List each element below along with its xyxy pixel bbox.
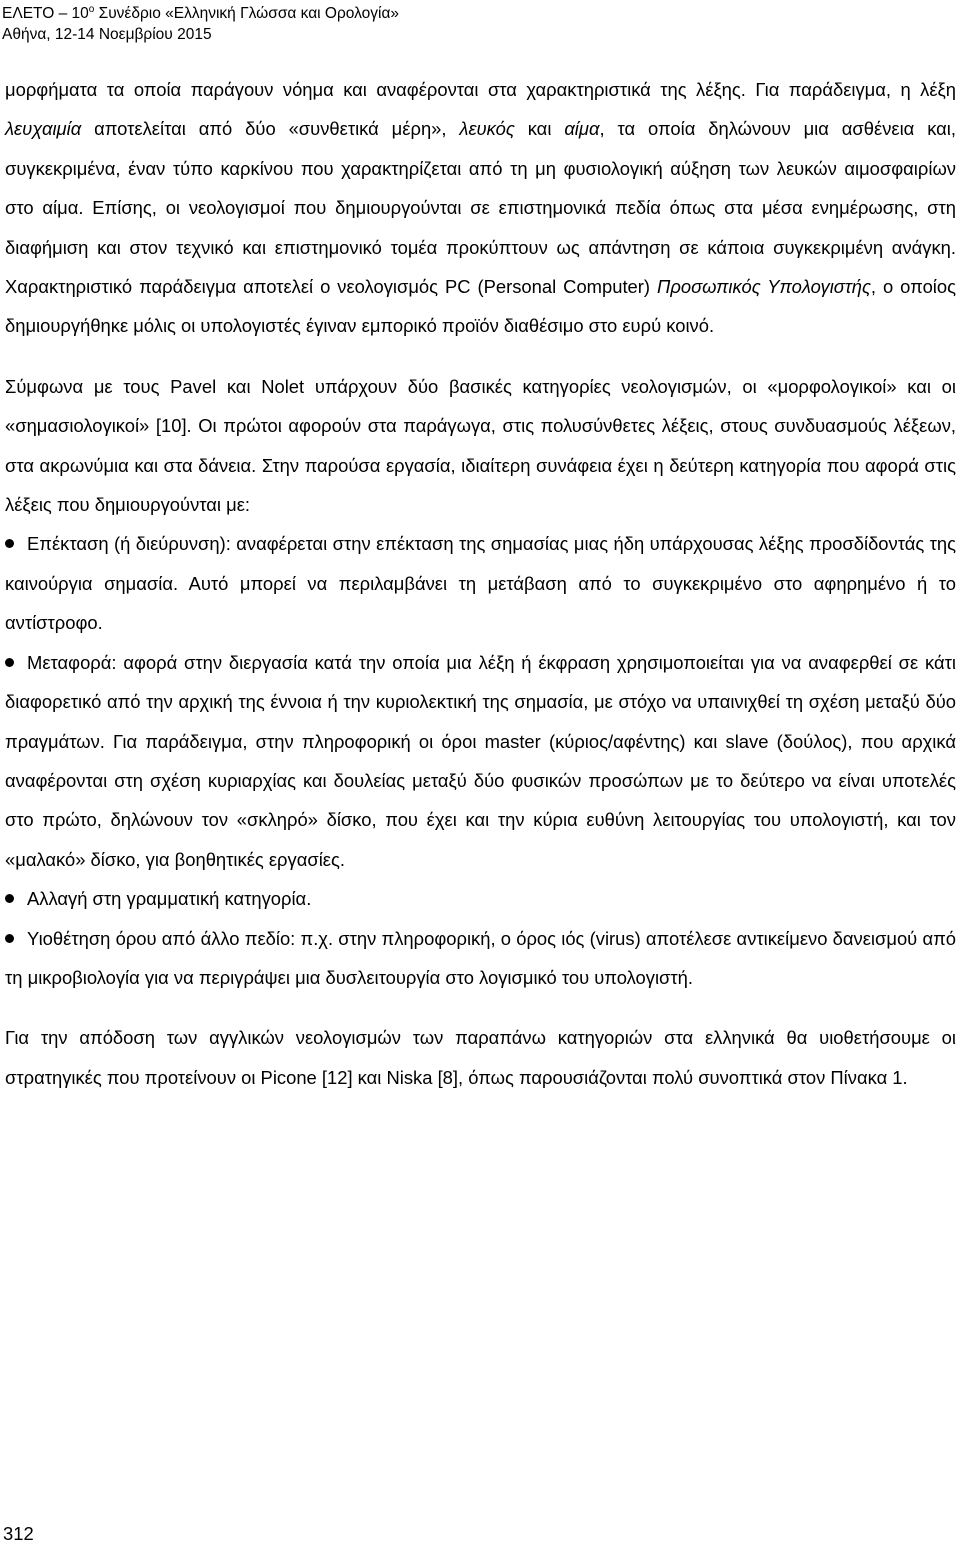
page-number: 312 xyxy=(3,1523,34,1544)
list-item: Αλλαγή στη γραμματική κατηγορία. xyxy=(5,879,956,918)
list-item: Επέκταση (ή διεύρυνση): αναφέρεται στην επέκταση της σημασίας μιας ήδη υπάρχουσας λέξης προσδίδοντάς της καινούργια σημασία. Αυτό μπορεί να περιλαμβάνει τη μετάβαση από το συγκεκριμένο στο αφηρημένο ή το αντίστροφο. xyxy=(5,533,956,634)
bullet-icon xyxy=(5,894,14,903)
italic-term: αίμα xyxy=(564,118,600,140)
conference-date: Αθήνα, 12-14 Νοεμβρίου 2015 xyxy=(2,26,212,43)
document-body xyxy=(5,70,956,1097)
bullet-icon xyxy=(5,934,14,943)
italic-term: λευκός xyxy=(459,118,515,140)
paragraph-1: μορφήματα τα οποία παράγουν νόημα και αναφέρονται στα χαρακτηριστικά της λέξης. Για παράδειγμα, η λέξη λευχαιμία αποτελείται από δύο «συνθετικά μέρη», λευκός και αίμα, τα οποία δηλώνουν μια ασθένεια και, συγκεκριμένα, έναν τύπο καρκίνου που χαρακτηρίζεται από τη μη φυσιολογική αύξηση των λευκών αιμοσφαιρίων στο αίμα. Επίσης, οι νεολογισμοί που δημιουργούνται σε επιστημονικά πεδία όπως στα μέσα ενημέρωσης, στη διαφήμιση και στον τεχνικό και επιστημονικό τομέα προκύπτουν ως απάντηση σε κάποια συγκεκριμένη ανάγκη. Χαρακτηριστικό παράδειγμα αποτελεί ο νεολογισμός PC (Personal Computer) Προσωπικός Υπολογιστής, ο οποίος δημιουργήθηκε μόλις οι υπολογιστές έγιναν εμπορικό προϊόν διαθέσιμο στο ευρύ κοινό. xyxy=(5,79,957,337)
italic-term: Προσωπικός Υπολογιστής xyxy=(657,276,871,298)
paragraph-3: Για την απόδοση των αγγλικών νεολογισμών των παραπάνω κατηγοριών στα ελληνικά θα υιοθετήσουμε οι στρατηγικές που προτείνουν οι Picone [12] και Niska [8], όπως παρουσιάζονται πολύ συνοπτικά στον Πίνακα 1. xyxy=(5,1027,956,1088)
bullet-icon xyxy=(5,539,14,548)
list-item: Υιοθέτηση όρου από άλλο πεδίο: π.χ. στην πληροφορική, ο όρος ιός (virus) αποτέλεσε αντικείμενο δανεισμού από τη μικροβιολογία για να περιγράψει μια δυσλειτουργία στο λογισμικό του υπολογιστή. xyxy=(5,927,956,988)
conference-title: ΕΛΕΤΟ – $10^o$ Συνέδριο «Ελληνική Γλώσσα και Ορολογία» xyxy=(2,4,400,22)
italic-term: λευχαιμία xyxy=(5,118,82,140)
paragraph-2: Σύμφωνα με τους Pavel και Nolet υπάρχουν δύο βασικές κατηγορίες νεολογισμών, οι «μορφολογικοί» και οι «σημασιολογικοί» [10]. Οι πρώτοι αφορούν στα παράγωγα, στις πολυσύνθετες λέξεις, στους συνδυασμούς λέξεων, στα ακρωνύμια και στα δάνεια. Στην παρούσα εργασία, ιδιαίτερη συνάφεια έχει η δεύτερη κατηγορία που αφορά στις λέξεις που δημιουργούνται με: xyxy=(5,375,956,516)
bullet-icon xyxy=(5,658,14,667)
list-item: Μεταφορά: αφορά στην διεργασία κατά την οποία μια λέξη ή έκφραση χρησιμοποιείται για να αναφερθεί σε κάτι διαφορετικό από την αρχική της έννοια ή την κυριολεκτική της σημασία, με στόχο να υπαινιχθεί τη σχέση μεταξύ δύο πραγμάτων. Για παράδειγμα, στην πληροφορική οι όροι master (κύριος/αφέντης) και slave (δούλος), που αρχικά αναφέρονται στη σχέση κυριαρχίας και δουλείας μεταξύ δύο φυσικών προσώπων με το δεύτερο να είναι υποτελές στο πρώτο, δηλώνουν τον «σκληρό» δίσκο, που έχει και την κύρια ευθύνη λειτουργίας του υπολογιστή, και τον «μαλακό» δίσκο, για βοηθητικές εργασίες. xyxy=(5,651,956,870)
running-header xyxy=(2,3,399,45)
ordinal-superscript: ο xyxy=(88,4,95,15)
